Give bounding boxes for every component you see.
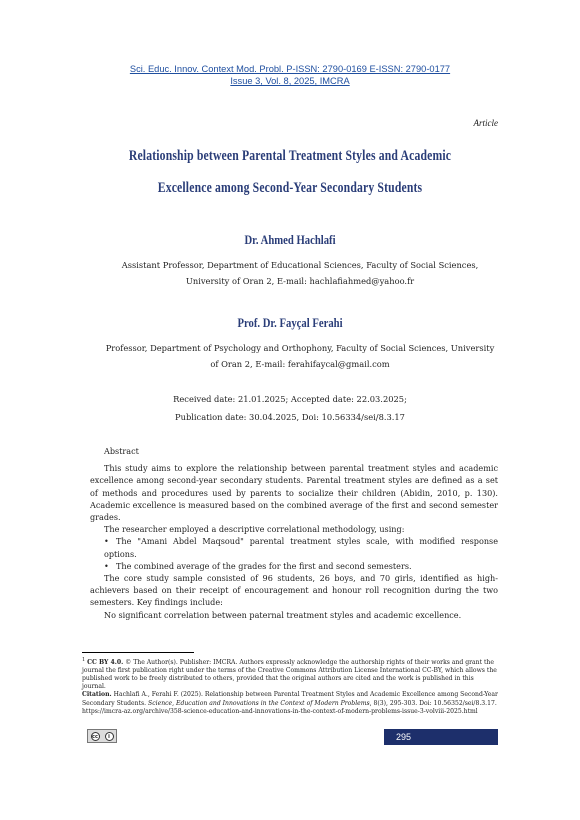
article-type-label: Article [473, 118, 498, 128]
abstract-section [90, 445, 498, 621]
abstract-bullet-2 [90, 560, 498, 572]
dates-line1: Received date: 21.01.2025; Accepted date: 22.03.2025; [173, 394, 407, 404]
journal-header-line1[interactable]: Sci. Educ. Innov. Context Mod. Probl. P-ISSN: 2790-0169 E-ISSN: 2790-0177 [129, 64, 451, 74]
paper-title-line2: Excellence among Second-Year Secondary Students [157, 180, 423, 196]
abstract-heading: Abstract [104, 446, 139, 456]
page-number: 295 [396, 732, 412, 742]
bullet-2-text: The combined average of the grades for the first and second semesters. [116, 560, 412, 571]
page-number-bar [384, 729, 498, 745]
citation-rest[interactable]: , 8(3), 295-303. Doi: 10.56352/sei/8.3.17. https://imcra-az.org/archive/358-science-education-and-innovations-in-the-context-of-modern-problems-issue-3-volviii-2025.html [82, 699, 497, 715]
footnote-marker: 1 [82, 657, 86, 663]
dates-line2: Publication date: 30.04.2025, Doi: 10.56334/sei/8.3.17 [175, 412, 405, 422]
author-name-1: Dr. Ahmed Hachlafi [244, 232, 336, 247]
citation-text: Hachlafi A., Ferahi F. (2025). Relationship between Parental Treatment Styles and Academic Excellence among Second-Year Secondary Students. [82, 691, 498, 707]
footnote [82, 656, 498, 716]
footnote-citation [82, 691, 498, 715]
paper-title-line1: Relationship between Parental Treatment Styles and Academic [128, 148, 452, 164]
citation-label: Citation. [82, 691, 112, 699]
bullet-icon: • [104, 560, 109, 571]
cc-by-icon[interactable] [87, 729, 117, 743]
footnote-license-label: CC BY 4.0. [87, 659, 124, 667]
attribution-person-icon: i [105, 732, 114, 741]
author-affiliation-2: Professor, Department of Psychology and Orthophony, Faculty of Social Sciences, University of Oran 2, E-mail: ferahifaycal@gmail.com [105, 343, 495, 369]
journal-header-line2[interactable]: Issue 3, Vol. 8, 2025, IMCRA [230, 76, 350, 86]
abstract-paragraph-1: This study aims to explore the relationship between parental treatment styles and academic excellence among second-year secondary students. Parental treatment styles are defined as a set of methods and procedures used by parents to socialize their children (Abidin, 2010, p. 130). Academic excellence is measured based on the combined average of the first and second semester grades. [90, 463, 498, 523]
cc-circle-icon: cc [92, 733, 98, 740]
citation-journal: Science, Education and Innovations in the Context of Modern Problems [148, 699, 370, 707]
author-name-2: Prof. Dr. Fayçal Ferahi [237, 315, 343, 330]
abstract-paragraph-2: The researcher employed a descriptive correlational methodology, using: [104, 524, 405, 535]
footnote-license-text: © The Author(s). Publisher: IMCRA. Authors expressly acknowledge the authorship rights of their works and grant the journal the first publication right under the terms of the Creative Commons Attribution License International CC-BY, which allows the published work to be freely distributed to others, provided that the original authors are cited and the work is published in this journal. [82, 659, 497, 691]
footnote-divider [82, 652, 194, 653]
author-affiliation-1: Assistant Professor, Department of Educational Sciences, Faculty of Social Sciences, University of Oran 2, E-mail: hachlafiahmed@yahoo.fr [121, 260, 479, 286]
bullet-icon: • [104, 536, 109, 547]
footnote-license [82, 656, 498, 691]
bullet-1-text: The "Amani Abdel Maqsoud" parental treatment styles scale, with modified response options. [104, 536, 498, 559]
journal-header[interactable] [0, 63, 580, 87]
article-dates [0, 390, 580, 426]
abstract-bullet-1 [90, 535, 498, 559]
abstract-paragraph-4: No significant correlation between paternal treatment styles and academic excellence. [104, 609, 462, 620]
abstract-paragraph-3: The core study sample consisted of 96 students, 26 boys, and 70 girls, identified as high-achievers based on their receipt of encouragement and honour roll recognition during the two semesters. Key findings include: [90, 573, 498, 608]
